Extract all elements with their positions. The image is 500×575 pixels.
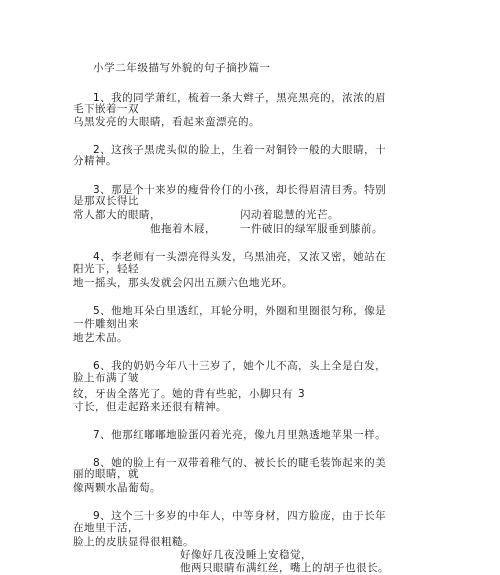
paragraph-8-line-1: 8、她的脸上有一双带着稚气的、被长长的睫毛装饰起来的美 (93, 457, 387, 469)
paragraph-1-line-3: 乌黑发亮的大眼睛，看起来蛮漂亮的。 (73, 116, 260, 128)
paragraph-5-line-3: 地艺术品。 (73, 332, 128, 344)
paragraph-6-line-2: 脸上布满了皱 (73, 372, 139, 384)
paragraph-6-line-5: 寸长，但走起路来还很有精神。 (73, 401, 227, 413)
paragraph-8-line-3: 像两颗水晶葡萄。 (73, 482, 161, 494)
paragraph-3-line-4: 闪动着聪慧的光芒。 (240, 209, 339, 221)
paragraph-6-line-1: 6、我的奶奶今年八十三岁了，她个儿不高，头上全是白发， (93, 360, 387, 372)
paragraph-5-line-2: 一件雕刻出来 (73, 318, 139, 330)
paragraph-4-line-3: 地一摇头，那头发就会闪出五颜六色地光环。 (73, 277, 293, 289)
paragraph-9-line-4: 好像好几夜没睡上安稳觉， (180, 549, 312, 561)
paragraph-6-line-4: 3 (298, 388, 306, 400)
paragraph-5-line-1: 5、他地耳朵白里透红，耳轮分明，外圈和里圈很匀称，像是 (93, 305, 387, 317)
paragraph-9-line-3: 脸上的皮肤显得很粗糙。 (73, 536, 194, 548)
paragraph-1-line-2: 毛下嵌着一双 (73, 103, 139, 115)
paragraph-4-line-2: 阳光下，轻轻 (73, 263, 139, 275)
paragraph-8-line-2: 丽的眼睛，就 (73, 468, 139, 480)
paragraph-9-line-1: 9、这个三十多岁的中年人，中等身材，四方脸庞，由于长年 (93, 510, 387, 522)
paragraph-3-line-5: 他拖着木屐， (150, 223, 216, 235)
paragraph-3-line-2: 是那双长得比 (73, 195, 139, 207)
paragraph-6-line-3: 纹，牙齿全落光了。她的背有些驼，小脚只有 (73, 388, 293, 400)
paragraph-9-line-2: 在地里干活， (73, 522, 139, 534)
paragraph-9-line-5: 他两只眼睛布满红丝，嘴上的胡子也很长。 (180, 562, 389, 574)
paragraph-4-line-1: 4、李老师有一头漂亮得头发，乌黑油亮，又浓又密，她站在 (93, 251, 387, 263)
paragraph-2-line-2: 分精神。 (73, 155, 117, 167)
paragraph-3-line-6: 一件破旧的绿军服垂到膝前。 (240, 223, 383, 235)
paragraph-3-line-1: 3、那是个十来岁的瘦骨伶仃的小孩，却长得眉清目秀。特别 (93, 184, 387, 196)
document-title: 小学二年级描写外貌的句子摘抄篇一 (93, 62, 271, 74)
paragraph-2-line-1: 2、这孩子黑虎头似的脸上，生着一对铜铃一般的大眼睛，十 (93, 144, 387, 156)
paragraph-7-line-1: 7、他那红嘟嘟地脸蛋闪着光亮，像九月里熟透地苹果一样。 (93, 429, 387, 441)
paragraph-1-line-1: 1、我的同学萧红，梳着一条大辫子，黑亮黑亮的，浓浓的眉 (93, 92, 387, 104)
paragraph-3-line-3: 常人都大的眼睛， (73, 209, 161, 221)
